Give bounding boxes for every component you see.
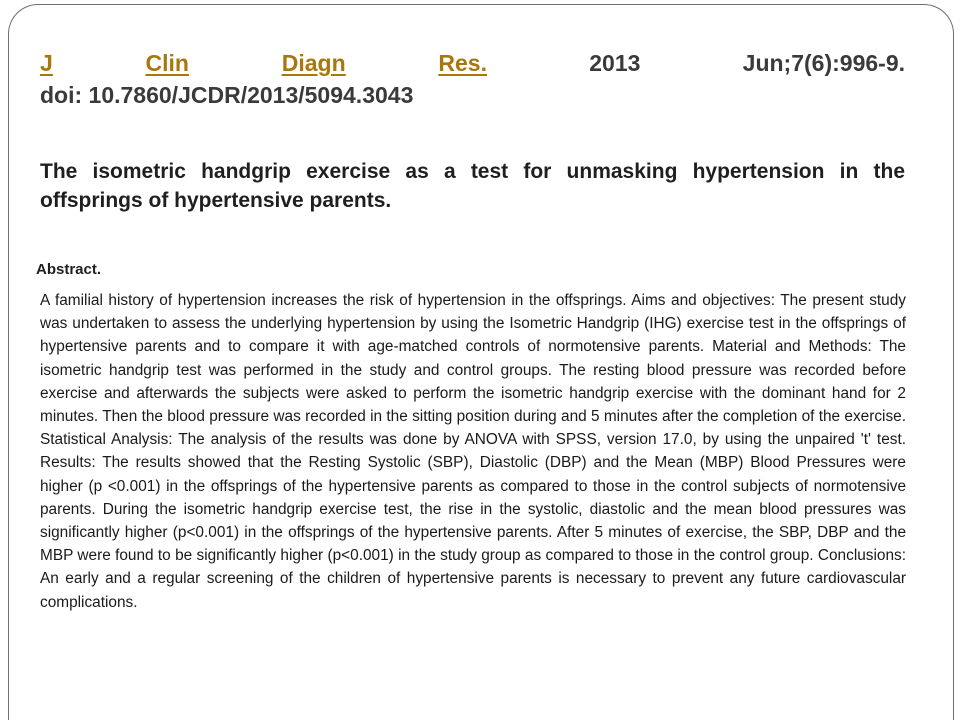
citation-volume-pages: Jun;7(6):996-9. bbox=[742, 50, 905, 76]
journal-link[interactable] bbox=[40, 47, 487, 79]
journal-word-3: Diagn bbox=[281, 50, 346, 76]
journal-word-4: Res. bbox=[438, 50, 487, 76]
abstract-heading: Abstract. bbox=[36, 261, 102, 278]
citation-year: 2013 bbox=[589, 50, 641, 76]
citation-line bbox=[40, 47, 905, 79]
journal-word-2: Clin bbox=[145, 50, 189, 76]
citation-doi: doi: 10.7860/JCDR/2013/5094.3043 bbox=[40, 82, 414, 108]
abstract-body: A familial history of hypertension increases the risk of hypertension in the offsprings. Aims and objectives: The present study was undertaken to assess the underlying hypertension by using the Isometric Handgrip (IHG) exercise test in the offsprings of hypertensive parents and to compare it with age-matched controls of normotensive parents. Material and Methods: The isometric handgrip test was performed in the study and control groups. The resting blood pressure was recorded before exercise and afterwards the subjects were asked to perform the isometric handgrip exercise with the dominant hand for 2 minutes. Then the blood pressure was recorded in the sitting position during and 5 minutes after the completion of the exercise. Statistical Analysis: The analysis of the results was done by ANOVA with SPSS, version 17.0, by using the unpaired 't' test. Results: The results showed that the Resting Systolic (SBP), Diastolic (DBP) and the Mean (MBP) Blood Pressures were higher (p <0.001) in the offsprings of the hypertensive parents as compared to those in the control subjects of normotensive parents. During the isometric handgrip exercise test, the rise in the systolic, diastolic and the mean blood pressures was significantly higher (p<0.001) in the offsprings of the hypertensive parents. After 5 minutes of exercise, the SBP, DBP and the MBP were found to be significantly higher (p<0.001) in the study group as compared to those in the control group. Conclusions: An early and a regular screening of the children of hypertensive parents is necessary to prevent any future cardiovascular complications. bbox=[40, 292, 906, 611]
citation bbox=[40, 47, 905, 111]
article-title: The isometric handgrip exercise as a test for unmasking hypertension in the offsprings of hypertensive parents. bbox=[40, 160, 905, 212]
journal-word-1: J bbox=[40, 50, 53, 76]
